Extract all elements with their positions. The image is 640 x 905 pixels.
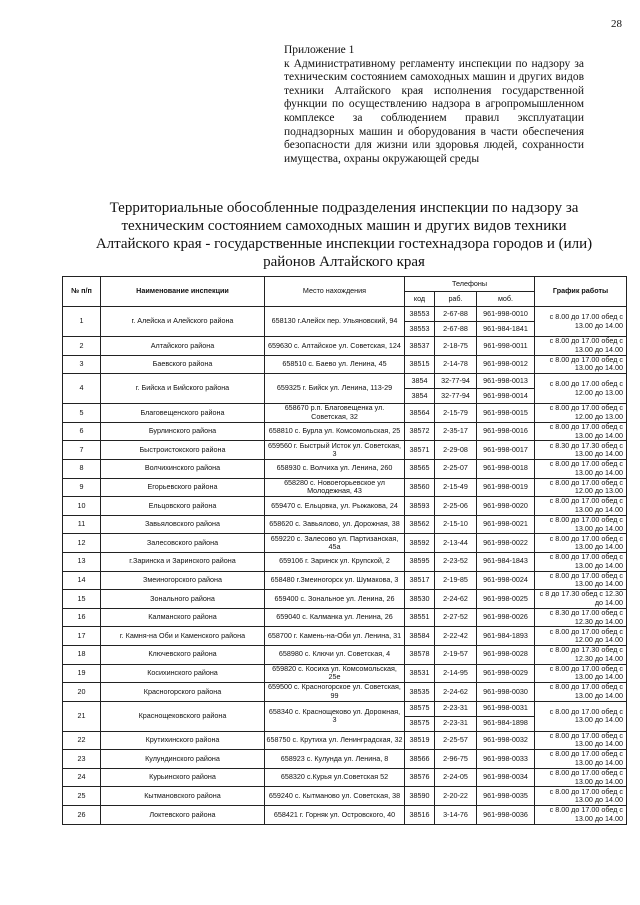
table-row [63, 307, 627, 322]
phone-code: 38595 [405, 552, 435, 571]
phone-code: 38592 [405, 534, 435, 553]
phone-work: 2-67-88 [435, 322, 477, 337]
phone-mobile: 961-998-0010 [477, 307, 535, 322]
work-schedule: с 8.00 до 17.00 обед с 13.00 до 14.00 [535, 664, 627, 683]
row-number: 9 [63, 478, 101, 497]
work-schedule: с 8.00 до 17.00 обед с 13.00 до 14.00 [535, 534, 627, 553]
phone-code: 38531 [405, 664, 435, 683]
phone-code: 38564 [405, 404, 435, 423]
inspection-address: 658510 с. Баево ул. Ленина, 45 [265, 355, 405, 374]
phone-work: 2-19-57 [435, 645, 477, 664]
phone-mobile: 961-998-0012 [477, 355, 535, 374]
phone-code: 38560 [405, 478, 435, 497]
inspection-address: 658620 с. Завьялово, ул. Дорожная, 38 [265, 515, 405, 534]
phone-work: 2-14-95 [435, 664, 477, 683]
phone-work: 3-14-76 [435, 806, 477, 825]
row-number: 11 [63, 515, 101, 534]
row-number: 17 [63, 627, 101, 646]
inspection-name: Волчихинского района [101, 459, 265, 478]
row-number: 2 [63, 337, 101, 356]
inspection-address: 659220 с. Залесово ул. Партизанская, 45а [265, 534, 405, 553]
phone-mobile: 961-998-0026 [477, 608, 535, 627]
phone-work: 2-96-75 [435, 750, 477, 769]
phone-code: 38575 [405, 716, 435, 731]
phone-mobile: 961-984-1893 [477, 627, 535, 646]
work-schedule: с 8.00 до 17.00 обед с 13.00 до 14.00 [535, 768, 627, 787]
phone-mobile: 961-984-1841 [477, 322, 535, 337]
phone-mobile: 961-998-0014 [477, 389, 535, 404]
phone-work: 2-15-10 [435, 515, 477, 534]
phone-code: 38519 [405, 731, 435, 750]
phone-mobile: 961-998-0016 [477, 422, 535, 441]
table-row [63, 806, 627, 825]
phone-code: 38517 [405, 571, 435, 590]
inspection-name: Кытмановского района [101, 787, 265, 806]
phone-code: 38516 [405, 806, 435, 825]
annex-heading: Приложение 1 [284, 44, 355, 56]
phone-mobile: 961-998-0034 [477, 768, 535, 787]
header-schedule: График работы [535, 277, 627, 307]
phone-code: 38584 [405, 627, 435, 646]
row-number: 22 [63, 731, 101, 750]
table-row [63, 645, 627, 664]
phone-mobile: 961-998-0019 [477, 478, 535, 497]
table-row [63, 750, 627, 769]
work-schedule: с 8.00 до 17.00 обед с 12.00 до 14.00 [535, 627, 627, 646]
work-schedule: с 8.00 до 17.00 обед с 13.00 до 14.00 [535, 515, 627, 534]
inspection-name: Косихинского района [101, 664, 265, 683]
table-row [63, 731, 627, 750]
work-schedule: с 8.30 до 17.30 обед с 13.00 до 14.00 [535, 441, 627, 460]
phone-mobile: 961-998-0025 [477, 590, 535, 609]
phone-work: 32-77-94 [435, 374, 477, 389]
header-num: № п/п [63, 277, 101, 307]
work-schedule: с 8.00 до 17.00 обед с 13.00 до 14.00 [535, 337, 627, 356]
inspection-address: 658320 с.Курья ул.Советская 52 [265, 768, 405, 787]
phone-mobile: 961-984-1898 [477, 716, 535, 731]
inspection-address: 658340 с. Краснощеково ул. Дорожная, 3 [265, 701, 405, 731]
inspection-name: г. Бийска и Бийского района [101, 374, 265, 404]
phone-mobile: 961-998-0018 [477, 459, 535, 478]
work-schedule: с 8.00 до 17.00 обед с 12.00 до 13.00 [535, 404, 627, 423]
inspection-name: Быстроистокского района [101, 441, 265, 460]
row-number: 12 [63, 534, 101, 553]
work-schedule: с 8.00 до 17.00 обед с 13.00 до 14.00 [535, 731, 627, 750]
row-number: 21 [63, 701, 101, 731]
inspection-address: 659040 с. Калманка ул. Ленина, 26 [265, 608, 405, 627]
row-number: 1 [63, 307, 101, 337]
work-schedule: с 8.00 до 17.00 обед с 13.00 до 14.00 [535, 355, 627, 374]
work-schedule: с 8.00 до 17.00 обед с 13.00 до 14.00 [535, 806, 627, 825]
inspection-address: 659106 г. Заринск ул. Крупской, 2 [265, 552, 405, 571]
inspection-name: Бурлинского района [101, 422, 265, 441]
row-number: 7 [63, 441, 101, 460]
annex-body: к Административному регламенту инспекции по надзору за техническим состоянием самоходных машин и других видов техники Алтайского края исполнения государственной функции по осуществлению надзора в агропромышленном комплексе за соблюдением правил эксплуатации поднадзорных машин и оборудования в части обеспечения безопасности для жизни или здоровья людей, сохранности имущества, охраны окружающей среды [284, 57, 584, 165]
table-row [63, 664, 627, 683]
table-row [63, 571, 627, 590]
work-schedule: с 8.00 до 17.00 обед с 13.00 до 14.00 [535, 422, 627, 441]
row-number: 24 [63, 768, 101, 787]
work-schedule: с 8.00 до 17.00 обед с 13.00 до 14.00 [535, 750, 627, 769]
table-row [63, 497, 627, 516]
inspection-address: 659400 с. Зональное ул. Ленина, 26 [265, 590, 405, 609]
phone-work: 2-13-44 [435, 534, 477, 553]
inspection-address: 658130 г.Алейск пер. Ульяновский, 94 [265, 307, 405, 337]
inspection-name: Ключевского района [101, 645, 265, 664]
inspection-name: Краснощековского района [101, 701, 265, 731]
table-row [63, 478, 627, 497]
phone-code: 38553 [405, 307, 435, 322]
inspection-address: 658670 р.п. Благовещенка ул. Советская, 32 [265, 404, 405, 423]
phone-work: 2-23-31 [435, 716, 477, 731]
table-row [63, 627, 627, 646]
table-body [63, 307, 627, 825]
phone-work: 2-20-22 [435, 787, 477, 806]
phone-work: 2-24-62 [435, 590, 477, 609]
header-work: раб. [435, 292, 477, 307]
work-schedule: с 8.00 до 17.00 обед с 12.00 до 13.00 [535, 478, 627, 497]
work-schedule: с 8.00 до 17.00 обед с 13.00 до 14.00 [535, 307, 627, 337]
inspection-address: 658480 г.Змеиногорск ул. Шумакова, 3 [265, 571, 405, 590]
inspections-table [62, 276, 627, 825]
phone-code: 38553 [405, 322, 435, 337]
table-row [63, 422, 627, 441]
phone-work: 2-67-88 [435, 307, 477, 322]
row-number: 4 [63, 374, 101, 404]
work-schedule: с 8.00 до 17.00 обед с 13.00 до 14.00 [535, 497, 627, 516]
phone-mobile: 961-998-0013 [477, 374, 535, 389]
inspection-name: Калманского района [101, 608, 265, 627]
inspection-name: Кулундинского района [101, 750, 265, 769]
phone-work: 2-15-49 [435, 478, 477, 497]
table-row [63, 374, 627, 389]
header-phones: Телефоны [405, 277, 535, 292]
phone-code: 3854 [405, 389, 435, 404]
phone-mobile: 961-998-0035 [477, 787, 535, 806]
work-schedule: с 8.00 до 17.00 обед с 13.00 до 14.00 [535, 683, 627, 702]
header-mobile: моб. [477, 292, 535, 307]
phone-mobile: 961-998-0028 [477, 645, 535, 664]
inspection-address: 659240 с. Кытманово ул. Советская, 38 [265, 787, 405, 806]
inspection-name: Красногорского района [101, 683, 265, 702]
inspection-name: г. Камня-на Оби и Каменского района [101, 627, 265, 646]
phone-code: 38551 [405, 608, 435, 627]
document-title: Территориальные обособленные подразделения инспекции по надзору за техническим состоянием самоходных машин и других видов техники Алтайского края - государственные инспекции гостехнадзора городов и (или) районов Алтайского края [95, 200, 593, 270]
phone-code: 38578 [405, 645, 435, 664]
phone-work: 32-77-94 [435, 389, 477, 404]
phone-mobile: 961-998-0030 [477, 683, 535, 702]
phone-mobile: 961-998-0036 [477, 806, 535, 825]
phone-work: 2-25-57 [435, 731, 477, 750]
phone-mobile: 961-998-0029 [477, 664, 535, 683]
table-row [63, 768, 627, 787]
work-schedule: с 8.00 до 17.00 обед с 13.00 до 14.00 [535, 787, 627, 806]
phone-mobile: 961-998-0031 [477, 701, 535, 716]
inspection-name: Локтевского района [101, 806, 265, 825]
inspection-address: 659560 г. Быстрый Исток ул. Советская, 3 [265, 441, 405, 460]
inspection-name: Крутихинского района [101, 731, 265, 750]
phone-work: 2-15-79 [435, 404, 477, 423]
phone-code: 38576 [405, 768, 435, 787]
row-number: 6 [63, 422, 101, 441]
phone-code: 38515 [405, 355, 435, 374]
row-number: 13 [63, 552, 101, 571]
inspection-address: 658810 с. Бурла ул. Комсомольская, 25 [265, 422, 405, 441]
phone-code: 38593 [405, 497, 435, 516]
inspection-name: г. Алейска и Алейского района [101, 307, 265, 337]
inspection-address: 658700 г. Камень-на-Оби ул. Ленина, 31 [265, 627, 405, 646]
row-number: 20 [63, 683, 101, 702]
table-row [63, 608, 627, 627]
phone-mobile: 961-998-0011 [477, 337, 535, 356]
inspection-address: 659325 г. Бийск ул. Ленина, 113-29 [265, 374, 405, 404]
phone-work: 2-27-52 [435, 608, 477, 627]
row-number: 18 [63, 645, 101, 664]
row-number: 23 [63, 750, 101, 769]
work-schedule: с 8.00 до 17.30 обед с 12.30 до 14.00 [535, 645, 627, 664]
phone-work: 2-22-42 [435, 627, 477, 646]
row-number: 14 [63, 571, 101, 590]
phone-work: 2-18-75 [435, 337, 477, 356]
inspection-name: Ельцовского района [101, 497, 265, 516]
table-row [63, 515, 627, 534]
phone-work: 2-14-78 [435, 355, 477, 374]
inspection-address: 659500 с. Красногорское ул. Советская, 99 [265, 683, 405, 702]
phone-mobile: 961-998-0024 [477, 571, 535, 590]
phone-code: 38565 [405, 459, 435, 478]
row-number: 15 [63, 590, 101, 609]
row-number: 5 [63, 404, 101, 423]
work-schedule: с 8.00 до 17.00 обед с 13.00 до 14.00 [535, 552, 627, 571]
phone-mobile: 961-998-0022 [477, 534, 535, 553]
table-row [63, 701, 627, 716]
phone-mobile: 961-998-0015 [477, 404, 535, 423]
row-number: 25 [63, 787, 101, 806]
phone-work: 2-29-08 [435, 441, 477, 460]
phone-code: 38562 [405, 515, 435, 534]
inspection-address: 659630 с. Алтайское ул. Советская, 124 [265, 337, 405, 356]
phone-work: 2-25-06 [435, 497, 477, 516]
row-number: 19 [63, 664, 101, 683]
phone-mobile: 961-998-0033 [477, 750, 535, 769]
inspection-name: Алтайского района [101, 337, 265, 356]
phone-code: 38566 [405, 750, 435, 769]
table-row [63, 337, 627, 356]
row-number: 26 [63, 806, 101, 825]
phone-work: 2-23-31 [435, 701, 477, 716]
inspection-name: Курьинского района [101, 768, 265, 787]
row-number: 10 [63, 497, 101, 516]
header-name: Наименование инспекции [101, 277, 265, 307]
row-number: 3 [63, 355, 101, 374]
phone-mobile: 961-998-0021 [477, 515, 535, 534]
inspection-name: Залесовского района [101, 534, 265, 553]
table-row [63, 355, 627, 374]
inspection-address: 658980 с. Ключи ул. Советская, 4 [265, 645, 405, 664]
phone-code: 38530 [405, 590, 435, 609]
table-row [63, 459, 627, 478]
phone-work: 2-19-85 [435, 571, 477, 590]
work-schedule: с 8.00 до 17.00 обед с 12.00 до 13.00 [535, 374, 627, 404]
phone-code: 38535 [405, 683, 435, 702]
inspection-name: г.Заринска и Заринского района [101, 552, 265, 571]
phone-code: 3854 [405, 374, 435, 389]
phone-code: 38590 [405, 787, 435, 806]
page-number: 28 [611, 18, 622, 30]
inspection-address: 658750 с. Крутиха ул. Ленинградская, 32 [265, 731, 405, 750]
inspection-name: Змеиногорского района [101, 571, 265, 590]
header-location: Место нахождения [265, 277, 405, 307]
inspection-address: 659820 с. Косиха ул. Комсомольская, 25е [265, 664, 405, 683]
inspection-name: Благовещенского района [101, 404, 265, 423]
phone-code: 38537 [405, 337, 435, 356]
table-row [63, 787, 627, 806]
phone-code: 38575 [405, 701, 435, 716]
work-schedule: с 8.00 до 17.00 обед с 13.00 до 14.00 [535, 571, 627, 590]
table-row [63, 441, 627, 460]
phone-work: 2-25-07 [435, 459, 477, 478]
table-row [63, 683, 627, 702]
work-schedule: с 8.00 до 17.00 обед с 13.00 до 14.00 [535, 701, 627, 731]
phone-work: 2-35-17 [435, 422, 477, 441]
phone-mobile: 961-998-0020 [477, 497, 535, 516]
table-row [63, 552, 627, 571]
phone-work: 2-23-52 [435, 552, 477, 571]
header-code: код [405, 292, 435, 307]
row-number: 8 [63, 459, 101, 478]
inspection-name: Баевского района [101, 355, 265, 374]
annex-block [284, 44, 584, 166]
inspection-address: 658923 с. Кулунда ул. Ленина, 8 [265, 750, 405, 769]
work-schedule: с 8.00 до 17.00 обед с 13.00 до 14.00 [535, 459, 627, 478]
phone-code: 38571 [405, 441, 435, 460]
table-row [63, 534, 627, 553]
inspection-name: Зонального района [101, 590, 265, 609]
phone-mobile: 961-984-1843 [477, 552, 535, 571]
inspection-address: 658930 с. Волчиха ул. Ленина, 260 [265, 459, 405, 478]
phone-work: 2-24-62 [435, 683, 477, 702]
work-schedule: с 8 до 17.30 обед с 12.30 до 14.00 [535, 590, 627, 609]
work-schedule: с 8.30 до 17.00 обед с 12.30 до 14.00 [535, 608, 627, 627]
row-number: 16 [63, 608, 101, 627]
table-row [63, 590, 627, 609]
phone-mobile: 961-998-0017 [477, 441, 535, 460]
inspection-address: 658280 с. Новоегорьевское ул Молодежная, 43 [265, 478, 405, 497]
phone-work: 2-24-05 [435, 768, 477, 787]
table-row [63, 404, 627, 423]
inspection-name: Егорьевского района [101, 478, 265, 497]
inspection-address: 658421 г. Горняк ул. Островского, 40 [265, 806, 405, 825]
inspection-address: 659470 с. Ельцовка, ул. Рыжакова, 24 [265, 497, 405, 516]
inspection-name: Завьяловского района [101, 515, 265, 534]
phone-mobile: 961-998-0032 [477, 731, 535, 750]
phone-code: 38572 [405, 422, 435, 441]
